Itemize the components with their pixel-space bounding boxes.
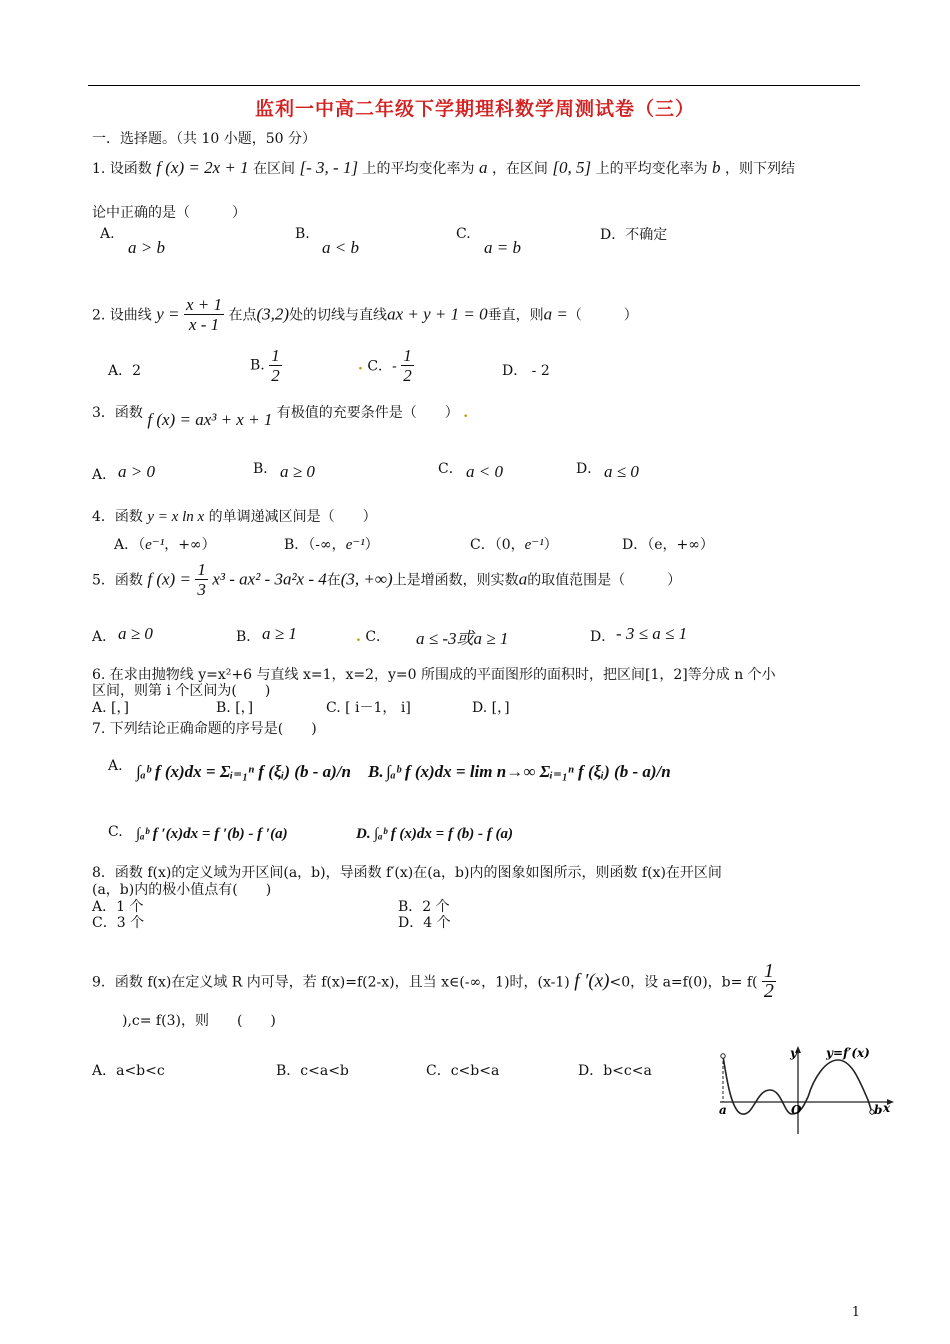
question-2: 2. 设曲线 y = $\frac{x + 1}{x - 1}$ 在点(3,2)处的切线与直线ax + y + 1 = 0垂直，则a =（ ） bbox=[92, 295, 638, 334]
header-rule bbox=[88, 85, 860, 86]
question-5: 5．函数 f (x) = $\frac{1}{3}$ x³ - ax² - 3a²x - 4在(3, +∞)上是增函数，则实数a的取值范围是（ ） bbox=[92, 560, 682, 599]
q4-option-d: D．（e，+∞） bbox=[622, 537, 714, 553]
q1-option-b: a < b bbox=[322, 238, 359, 257]
graph-label-a: a bbox=[719, 1103, 727, 1117]
q8-option-b: B．2 个 bbox=[398, 899, 450, 915]
question-9-line2: ),c= f(3)，则 ( ) bbox=[122, 1013, 276, 1029]
question-6-line1: 6. 在求由抛物线 y=x²+6 与直线 x=1，x=2，y=0 所围成的平面图形的面积时，把区间[1，2]等分成 n 个小 bbox=[92, 667, 776, 683]
derivative-graph bbox=[710, 1042, 900, 1138]
q9-option-b: B．c<a<b bbox=[276, 1063, 349, 1079]
q5-option-a-label: A． bbox=[92, 629, 117, 645]
graph-label-y: y bbox=[790, 1046, 797, 1060]
graph-label-b: b bbox=[874, 1103, 883, 1117]
q2-option-d: D． - 2 bbox=[502, 363, 550, 379]
q3-option-d: a ≤ 0 bbox=[604, 462, 639, 481]
question-3: 3．函数 f (x) = ax³ + x + 1 有极值的充要条件是（ ） . bbox=[92, 405, 469, 429]
q8-option-d: D．4 个 bbox=[398, 915, 451, 931]
q7-option-b-label: B. bbox=[368, 762, 384, 781]
q6-option-c: C. [ i－1， i] bbox=[326, 700, 411, 716]
q1-option-a-label: A. bbox=[100, 226, 115, 242]
q4-option-c: C．（0，e⁻¹） bbox=[470, 537, 558, 553]
q8-option-c: C．3 个 bbox=[92, 915, 145, 931]
q6-option-b: B. [，] bbox=[216, 700, 254, 716]
graph-label-fp: y=f′(x) bbox=[826, 1046, 870, 1060]
page-title: 监利一中高二年级下学期理科数学周测试卷（三） bbox=[254, 98, 695, 120]
section-heading: 一．选择题。（共 10 小题，50 分） bbox=[92, 131, 316, 147]
q9-option-a: A．a<b<c bbox=[92, 1063, 165, 1079]
q3-option-a: a > 0 bbox=[118, 462, 155, 481]
q1-option-c: a = b bbox=[484, 238, 521, 257]
q2-fraction: $\frac{x + 1}{x - 1}$ bbox=[186, 295, 223, 334]
question-4: 4．函数 y = x ln x 的单调递减区间是（ ） bbox=[92, 509, 377, 525]
q5-option-a: a ≥ 0 bbox=[118, 624, 153, 643]
q7-option-c: ∫ₐᵇ f ′(x)dx = f ′(b) - f ′(a) bbox=[136, 826, 288, 842]
q4-option-b: B．（-∞，e⁻¹） bbox=[284, 537, 379, 553]
q2-option-a: A．2 bbox=[108, 363, 142, 379]
q5-option-c: a ≤ -3或a ≥ 1 bbox=[416, 629, 509, 648]
q1-option-d: D．不确定 bbox=[600, 227, 668, 243]
q3-option-c-label: C． bbox=[438, 461, 463, 477]
q2-option-b: B. $\frac{1}{2}$ bbox=[250, 346, 280, 385]
q9-option-d: D．b<c<a bbox=[578, 1063, 652, 1079]
q4-option-a: A．（e⁻¹，+∞） bbox=[114, 537, 216, 553]
q6-option-a: A. [，] bbox=[92, 700, 129, 716]
q3-option-b: a ≥ 0 bbox=[280, 462, 315, 481]
question-6-line2: 区间，则第 i 个区间为( ) bbox=[92, 683, 271, 699]
question-8-line2: (a，b)内的极小值点有( ) bbox=[92, 882, 272, 898]
q8-option-a: A．1 个 bbox=[92, 899, 144, 915]
q7-option-d: ∫ₐᵇ f (x)dx = f (b) - f (a) bbox=[374, 826, 513, 842]
q2-option-c: . C．- $\frac{1}{2}$ bbox=[358, 346, 412, 385]
q7-option-b: ∫ₐᵇ f (x)dx = lim n→∞ Σᵢ₌₁ⁿ f (ξᵢ) (b - a)/n bbox=[386, 762, 671, 781]
q3-option-d-label: D． bbox=[576, 461, 602, 477]
graph-open-point-a bbox=[721, 1054, 725, 1058]
graph-label-o: O bbox=[791, 1103, 802, 1117]
q1-option-a: a > b bbox=[128, 238, 165, 257]
q5-option-b: a ≥ 1 bbox=[262, 624, 297, 643]
question-8-line1: 8．函数 f(x)的定义域为开区间(a，b)，导函数 f′(x)在(a，b)内的图象如图所示，则函数 f(x)在开区间 bbox=[92, 865, 722, 881]
q3-option-a-label: A． bbox=[92, 467, 117, 483]
q7-option-a-label: A. bbox=[108, 758, 123, 774]
page-number: 1 bbox=[851, 1305, 860, 1320]
q7-option-d-label: D. bbox=[356, 826, 371, 842]
q5-option-b-label: B． bbox=[236, 629, 261, 645]
graph-label-x: x bbox=[883, 1101, 891, 1115]
q1-option-c-label: C. bbox=[456, 226, 471, 242]
q6-option-d: D. [，] bbox=[472, 700, 510, 716]
q7-option-c-label: C. bbox=[108, 824, 123, 840]
q5-option-c-label: . C． bbox=[356, 629, 391, 645]
q1-option-b-label: B. bbox=[295, 226, 310, 242]
q3-option-c: a < 0 bbox=[466, 462, 503, 481]
question-9-line1: 9．函数 f(x)在定义域 R 内可导，若 f(x)=f(2-x)，且当 x∈(-∞，1)时，(x-1) f ′(x)<0，设 a=f(0)，b= f( $\frac{1}{2}$ bbox=[92, 960, 774, 1002]
question-1-line2: 论中正确的是（ ） bbox=[92, 205, 246, 221]
question-1: 1. 设函数 f (x) = 2x + 1 在区间 [- 3, - 1] 上的平均变化率为 a ，在区间 [0, 5] 上的平均变化率为 b ，则下列结 bbox=[92, 158, 795, 177]
q3-option-b-label: B． bbox=[253, 461, 278, 477]
q7-option-a: ∫ₐᵇ f (x)dx = Σᵢ₌₁ⁿ f (ξᵢ) (b - a)/n bbox=[136, 762, 351, 781]
question-7: 7. 下列结论正确命题的序号是( ) bbox=[92, 721, 317, 737]
q5-option-d-label: D． bbox=[590, 629, 616, 645]
q5-option-d: - 3 ≤ a ≤ 1 bbox=[616, 624, 688, 643]
q9-option-c: C．c<b<a bbox=[426, 1063, 500, 1079]
